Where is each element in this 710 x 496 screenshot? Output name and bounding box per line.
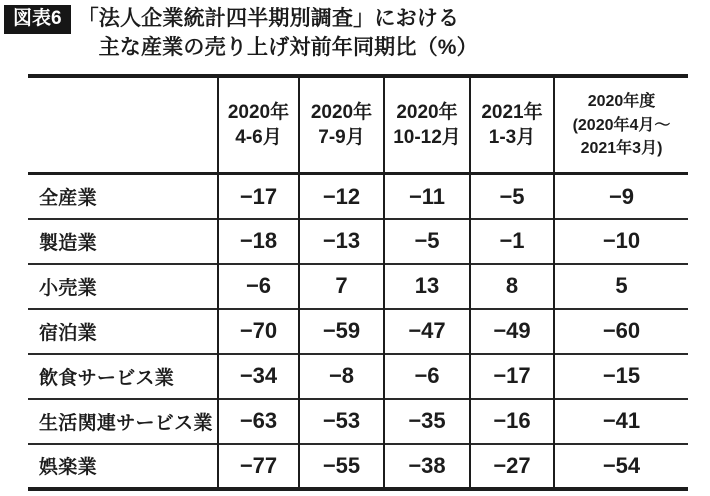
table-body xyxy=(28,174,688,489)
table-row-retail xyxy=(28,264,688,309)
col-header-line: 1-3月 xyxy=(488,127,536,149)
cell: −54 xyxy=(554,444,688,489)
cell: −1 xyxy=(470,219,554,264)
cell: −27 xyxy=(470,444,554,489)
cell: −5 xyxy=(470,174,554,219)
col-header-2020q2 xyxy=(218,76,299,174)
col-header-line: 2021年3月) xyxy=(580,139,663,157)
col-header-2020q3 xyxy=(299,76,384,174)
col-header-line: 4-6月 xyxy=(235,127,282,149)
table-header xyxy=(28,76,688,174)
cell: −12 xyxy=(299,174,384,219)
cell: −9 xyxy=(554,174,688,219)
figure-title xyxy=(78,5,478,63)
figure-title-line2: 主な産業の売り上げ対前年同期比（%） xyxy=(98,35,478,59)
cell: −5 xyxy=(384,219,470,264)
col-header-line: 2020年 xyxy=(396,101,458,123)
col-header-line: (2020年4月～ xyxy=(572,116,671,134)
table-row-food-service xyxy=(28,354,688,399)
cell: −49 xyxy=(470,309,554,354)
table-row-all-industries xyxy=(28,174,688,219)
table-row-lodging xyxy=(28,309,688,354)
figure-number-badge: 図表6 xyxy=(4,5,71,34)
row-label: 宿泊業 xyxy=(28,309,218,354)
figure-title-line1: 「法人企業統計四半期別調査」における xyxy=(77,7,460,30)
cell: −16 xyxy=(470,399,554,444)
cell: −17 xyxy=(218,174,299,219)
cell: −6 xyxy=(218,264,299,309)
cell: 5 xyxy=(554,264,688,309)
col-header-line: 2020年度 xyxy=(587,93,656,111)
cell: −13 xyxy=(299,219,384,264)
row-label: 飲食サービス業 xyxy=(28,354,218,399)
industry-sales-table xyxy=(28,74,688,491)
col-header-line: 2020年 xyxy=(310,101,373,123)
cell: −6 xyxy=(384,354,470,399)
col-header-line: 2021年 xyxy=(481,101,543,123)
cell: 13 xyxy=(384,264,470,309)
row-label: 小売業 xyxy=(28,264,218,309)
cell: 7 xyxy=(299,264,384,309)
cell: 8 xyxy=(470,264,554,309)
cell: −17 xyxy=(470,354,554,399)
col-header-fy2020 xyxy=(554,76,688,174)
table-row-manufacturing xyxy=(28,219,688,264)
cell: −18 xyxy=(218,219,299,264)
corner-cell xyxy=(28,76,218,174)
cell: −60 xyxy=(554,309,688,354)
cell: −63 xyxy=(218,399,299,444)
cell: −59 xyxy=(299,309,384,354)
col-header-line: 10-12月 xyxy=(393,127,461,149)
cell: −70 xyxy=(218,309,299,354)
table-row-entertainment xyxy=(28,444,688,489)
cell: −53 xyxy=(299,399,384,444)
figure-header xyxy=(0,0,710,63)
row-label: 全産業 xyxy=(39,188,97,210)
table-row-life-related-services xyxy=(28,399,688,444)
col-header-2020q4 xyxy=(384,76,470,174)
cell: −11 xyxy=(384,174,470,219)
col-header-line: 7-9月 xyxy=(318,127,365,149)
cell: −41 xyxy=(554,399,688,444)
cell: −55 xyxy=(299,444,384,489)
col-header-2021q1 xyxy=(470,76,554,174)
header-row xyxy=(28,76,688,174)
row-label: 娯楽業 xyxy=(28,444,218,489)
cell: −47 xyxy=(384,309,470,354)
cell: −38 xyxy=(384,444,470,489)
cell: −10 xyxy=(554,219,688,264)
cell: −35 xyxy=(384,399,470,444)
row-label: 製造業 xyxy=(28,219,218,264)
cell: −77 xyxy=(218,444,299,489)
cell: −8 xyxy=(299,354,384,399)
row-label: 生活関連サービス業 xyxy=(28,399,218,444)
col-header-line: 2020年 xyxy=(227,101,290,123)
cell: −34 xyxy=(218,354,299,399)
cell: −15 xyxy=(554,354,688,399)
